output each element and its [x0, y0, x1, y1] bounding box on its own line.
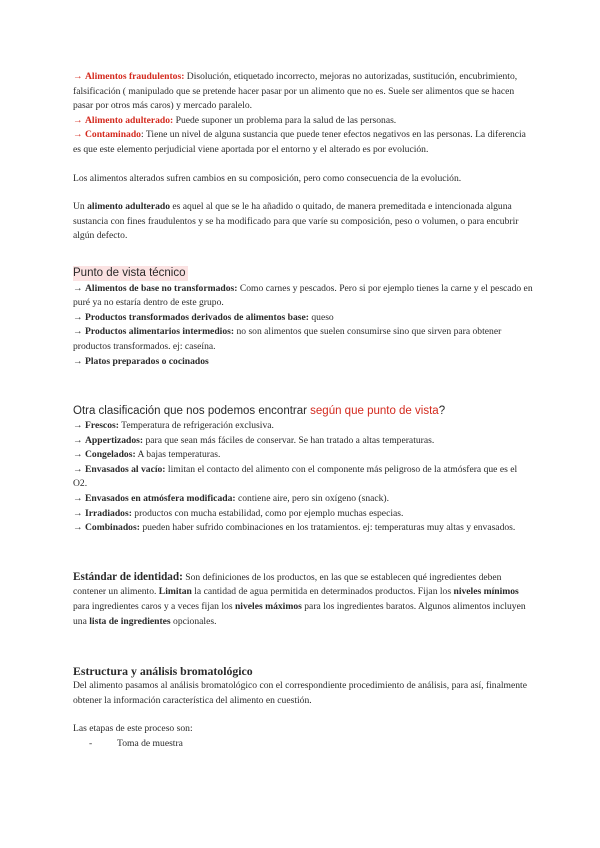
arrow-icon: →: [73, 114, 83, 126]
dash-bullet: -: [89, 738, 93, 749]
arrow-icon: →: [73, 282, 83, 294]
list-item: [73, 434, 533, 449]
term: Limitan: [158, 586, 192, 598]
text: la cantidad de agua permitida en determinados productos. Fijan los: [191, 586, 454, 598]
text: no son alimentos que suelen consumirse sino que sirven para obtener productos transformados. ej: caseína.: [73, 326, 502, 352]
text: para ingredientes caros y a veces fijan los: [73, 601, 235, 613]
term-identity-standard: Estándar de identidad:: [73, 570, 183, 583]
text: queso: [308, 311, 334, 323]
arrow-icon: →: [73, 434, 83, 446]
term: Congelados:: [85, 449, 136, 461]
arrow-icon: →: [73, 355, 83, 367]
term: Envasados al vacío:: [85, 463, 166, 475]
text: A bajas temperaturas.: [135, 449, 221, 461]
term: Appertizados:: [85, 434, 144, 446]
text: Un: [73, 201, 88, 213]
paragraph-stages: Las etapas de este proceso son:: [73, 723, 193, 735]
def-contaminated: : Tiene un nivel de alguna sustancia que puede tener efectos negativos en las personas. La diferencia es que este elemento perjudicial viene aportada por el entorno y el alterado es por evolución.: [73, 129, 526, 155]
text: Son definiciones de los productos, en las que se establecen qué ingredientes deben contener un alimento.: [73, 571, 502, 598]
paragraph-adulterated: [73, 114, 533, 129]
heading-classification: [73, 403, 533, 419]
term-adulterated: Alimento adulterado:: [85, 114, 174, 126]
list-item: [73, 355, 533, 370]
list-item: [73, 311, 533, 326]
text: Otra clasificación que nos podemos encontrar: [73, 405, 311, 418]
term: Irradiados:: [85, 507, 132, 519]
paragraph-contaminated: [73, 128, 533, 157]
def-fraudulent: Disolución, etiquetado incorrecto, mejoras no autorizadas, sustitución, encubrimiento, falsificación ( manipulado que se pretende hacer pasar por un alimento que no es. Suele ser alimentos que se hacen pasar por otros más caros) y mercado paralelo.: [73, 71, 518, 112]
term-adulterated-food: alimento adulterado: [87, 201, 171, 213]
text: productos con mucha estabilidad, como por ejemplo muchas especias.: [131, 507, 404, 519]
document-page: [73, 70, 533, 752]
text: ?: [438, 405, 446, 418]
term: Combinados:: [85, 522, 140, 534]
text: limitan el contacto del alimento con el componente más peligroso de la atmósfera que es el O2.: [73, 463, 518, 490]
term: Platos preparados o cocinados: [85, 355, 209, 367]
term-fraudulent: Alimentos fraudulentos:: [85, 71, 185, 82]
text: para que sean más fáciles de conservar. Se han tratado a altas temperaturas.: [143, 434, 435, 446]
arrow-icon: →: [73, 493, 83, 505]
text: contiene aire, pero sin oxígeno (snack).: [235, 493, 390, 505]
heading-structure-analysis: Estructura y análisis bromatológico: [73, 664, 253, 679]
term: niveles mínimos: [453, 586, 519, 598]
arrow-icon: →: [73, 326, 83, 338]
term: niveles máximos: [234, 601, 302, 613]
list-item: [73, 492, 533, 507]
list-item: [73, 463, 533, 492]
term: Productos alimentarios intermedios:: [85, 326, 235, 338]
term: Frescos:: [85, 420, 119, 432]
paragraph-altered: Los alimentos alterados sufren cambios en su composición, pero como consecuencia de la evolución.: [73, 172, 462, 184]
heading-technical: Punto de vista técnico: [73, 266, 186, 279]
list-item: [73, 419, 533, 434]
arrow-icon: →: [73, 420, 83, 432]
paragraph-fraudulent: [73, 70, 533, 114]
def-adulterated: Puede suponer un problema para la salud de las personas.: [173, 114, 397, 126]
paragraph-analysis: Del alimento pasamos al análisis bromatológico con el correspondiente procedimiento de análisis, para así, finalmente obtener la información característica del alimento en cuestión.: [73, 680, 527, 706]
term: Productos transformados derivados de alimentos base:: [85, 311, 309, 323]
arrow-icon: →: [73, 463, 83, 475]
text: Como carnes y pescados. Pero si por ejemplo tienes la carne y el pescado en puré ya no estaría dentro de este grupo.: [73, 282, 533, 309]
paragraph-adulterated-definition: [73, 200, 533, 244]
arrow-icon: →: [73, 522, 83, 534]
list-item: [73, 325, 533, 354]
term: Envasados en atmósfera modificada:: [85, 493, 236, 505]
arrow-icon: →: [73, 311, 83, 323]
list-item: [73, 521, 533, 536]
term: Alimentos de base no transformados:: [85, 282, 238, 294]
term-contaminated: Contaminado: [85, 129, 141, 141]
arrow-icon: →: [73, 129, 83, 141]
arrow-icon: →: [73, 507, 83, 519]
list-item: [73, 737, 533, 752]
text: Temperatura de refrigeración exclusiva.: [118, 420, 274, 432]
text: pueden haber sufrido combinaciones en los tratamientos. ej: temperaturas muy altas y envasados.: [139, 522, 516, 534]
list-item: [73, 282, 533, 311]
paragraph-identity-standard: [73, 570, 533, 629]
term: lista de ingredientes: [89, 615, 171, 627]
text: es aquel al que se le ha añadido o quitado, de manera premeditada e intencionada alguna sustancia con fines fraudulentos y se ha modificado para que varíe su composición, peso o volumen, o para encubrir algún defecto.: [73, 201, 519, 242]
list-item: [73, 507, 533, 522]
text: opcionales.: [170, 615, 217, 627]
list-item: [73, 448, 533, 463]
arrow-icon: →: [73, 449, 83, 461]
text-highlight: según que punto de vista: [310, 405, 439, 418]
arrow-icon: →: [73, 71, 83, 82]
text: Toma de muestra: [117, 738, 183, 749]
text: para los ingredientes baratos. Algunos alimentos incluyen una: [73, 601, 526, 627]
